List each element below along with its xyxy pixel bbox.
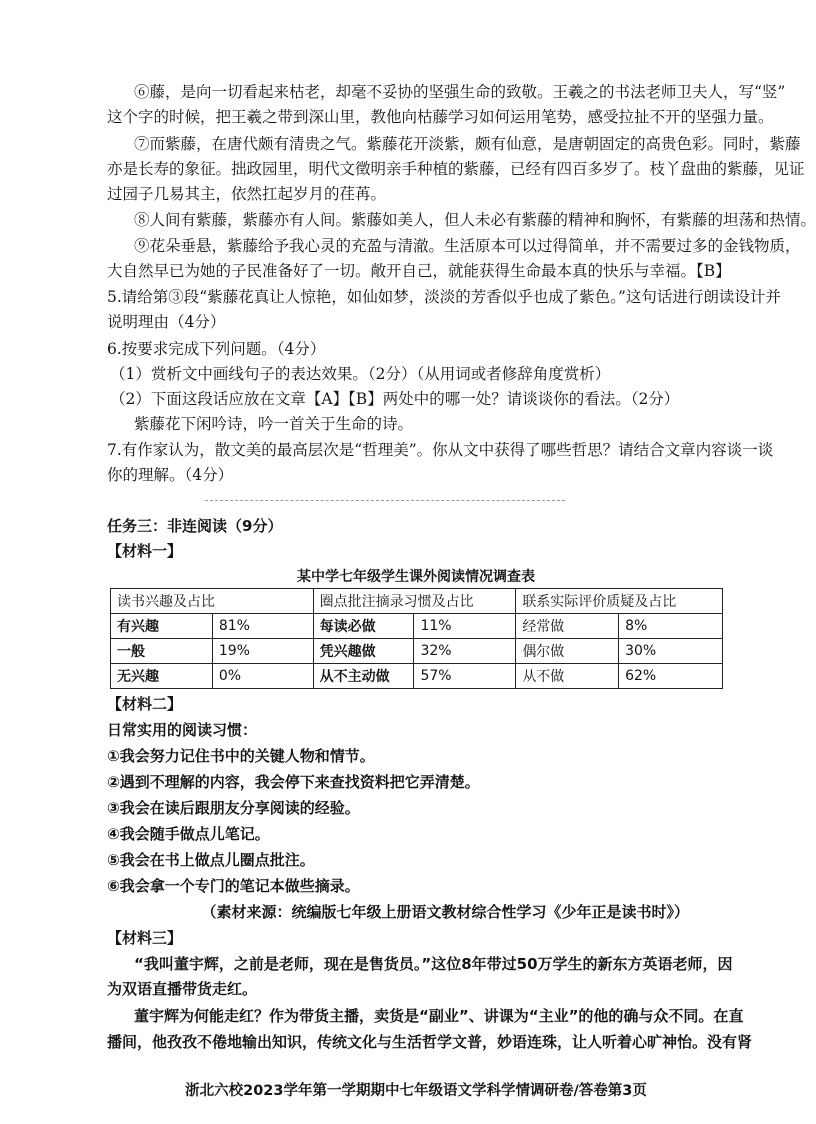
list-item: ③我会在读后跟朋友分享阅读的经验。 [107, 799, 360, 817]
material-3-line-3: 董宇辉为何能走红？作为带货主播，卖货是“副业”、讲课为“主业”的他的确与众不同。在直 [134, 1007, 744, 1025]
task-3-heading: 任务三：非连阅读（9分） [107, 517, 283, 535]
table-cell: 57% [414, 664, 516, 689]
table-cell: 0% [212, 664, 313, 689]
question-7-line-1: 7.有作家认为，散文美的最高层次是“哲理美”。你从文中获得了哪些哲思？请结合文章内容谈一谈 [107, 441, 774, 459]
table-cell: 无兴趣 [111, 664, 213, 689]
table-cell: 每读必做 [313, 614, 414, 639]
table-cell: 从不做 [516, 664, 619, 689]
table-cell: 30% [619, 639, 723, 664]
list-item: ④我会随手做点儿笔记。 [107, 825, 270, 843]
question-6-part-1: （1）赏析文中画线句子的表达效果。（2分）（从用词或者修辞角度赏析） [110, 365, 611, 383]
material-2-source: （素材来源：统编版七年级上册语文教材综合性学习《少年正是读书时》） [201, 903, 689, 921]
question-5-line-1: 5.请给第③段“紫藤花真让人惊艳，如仙如梦，淡淡的芳香似乎也成了紫色。”这句话进行朗读设计并 [107, 288, 781, 306]
table-row [111, 614, 723, 639]
survey-table [110, 588, 723, 689]
table-cell: 11% [414, 614, 516, 639]
material-1-label: 【材料一】 [107, 542, 183, 560]
paragraph-7-line-1: ⑦而紫藤，在唐代颇有清贵之气。紫藤花开淡紫，颇有仙意，是唐朝固定的高贵色彩。同时，紫藤 [134, 135, 801, 153]
question-5-line-2: 说明理由（4分） [107, 313, 226, 331]
material-2-intro: 日常实用的阅读习惯： [107, 721, 258, 739]
paragraph-7-line-3: 过园子几易其主，依然扛起岁月的荏苒。 [107, 185, 387, 203]
table-row [111, 664, 723, 689]
table-cell: 62% [619, 664, 723, 689]
table-cell: 19% [212, 639, 313, 664]
table-cell: 一般 [111, 639, 213, 664]
paragraph-9-line-2: 大自然早已为她的子民准备好了一切。敞开自己，就能获得生命最本真的快乐与幸福。【B】 [107, 262, 731, 280]
question-6-quote: 紫藤花下闲吟诗，吟一首关于生命的诗。 [134, 415, 414, 433]
table-cell: 8% [619, 614, 723, 639]
table-cell: 有兴趣 [111, 614, 213, 639]
paragraph-6-line-1: ⑥藤，是向一切看起来枯老，却毫不妥协的坚强生命的致敬。王羲之的书法老师卫夫人，写“竖” [134, 83, 786, 101]
list-item: ①我会努力记住书中的关键人物和情节。 [107, 747, 375, 765]
table-cell: 81% [212, 614, 313, 639]
paragraph-6-line-2: 这个字的时候，把王羲之带到深山里，教他向枯藤学习如何运用笔势，感受拉扯不开的坚强力量。 [107, 108, 774, 126]
list-item: ②遇到不理解的内容，我会停下来查找资料把它弄清楚。 [107, 773, 480, 791]
question-6: 6.按要求完成下列问题。（4分） [107, 340, 326, 358]
paragraph-7-line-2: 亦是长寿的象征。拙政园里，明代文徵明亲手种植的紫藤，已经有四百多岁了。枝丫盘曲的紫藤，见证 [107, 160, 805, 178]
header-annotation-habit: 圈点批注摘录习惯及占比 [313, 589, 516, 614]
question-7-line-2: 你的理解。（4分） [107, 466, 234, 484]
material-3-line-1: “我叫董宇辉，之前是老师，现在是售货员。”这位8年带过50万学生的新东方英语老师，因 [134, 955, 733, 973]
survey-table-title: 某中学七年级学生课外阅读情况调查表 [297, 569, 535, 585]
paragraph-8-line-1: ⑧人间有紫藤，紫藤亦有人间。紫藤如美人，但人未必有紫藤的精神和胸怀，有紫藤的坦荡和热情。 [134, 211, 816, 229]
material-2-label: 【材料二】 [107, 695, 183, 713]
table-cell: 凭兴趣做 [313, 639, 414, 664]
material-3-line-4: 播间，他孜孜不倦地输出知识，传统文化与生活哲学文普，妙语连珠，让人听着心旷神怡。没有肾 [107, 1033, 753, 1051]
table-row [111, 639, 723, 664]
header-evaluation: 联系实际评价质疑及占比 [516, 589, 723, 614]
section-divider [205, 500, 565, 501]
table-header-row [111, 589, 723, 614]
header-interest: 读书兴趣及占比 [111, 589, 314, 614]
question-6-part-2: （2）下面这段话应放在文章【A】【B】两处中的哪一处？请谈谈你的看法。（2分） [110, 390, 680, 408]
table-cell: 从不主动做 [313, 664, 414, 689]
table-cell: 偶尔做 [516, 639, 619, 664]
list-item: ⑤我会在书上做点儿圈点批注。 [107, 851, 315, 869]
paragraph-9-line-1: ⑨花朵垂悬，紫藤给予我心灵的充盈与清澈。生活原本可以过得简单，并不需要过多的金钱物质， [134, 237, 801, 255]
table-cell: 32% [414, 639, 516, 664]
material-3-label: 【材料三】 [107, 929, 183, 947]
table-cell: 经常做 [516, 614, 619, 639]
material-3-line-2: 为双语直播带货走红。 [107, 980, 258, 998]
list-item: ⑥我会拿一个专门的笔记本做些摘录。 [107, 877, 360, 895]
page-footer: 浙北六校2023学年第一学期期中七年级语文学科学情调研卷/答卷第3页 [185, 1083, 647, 1099]
